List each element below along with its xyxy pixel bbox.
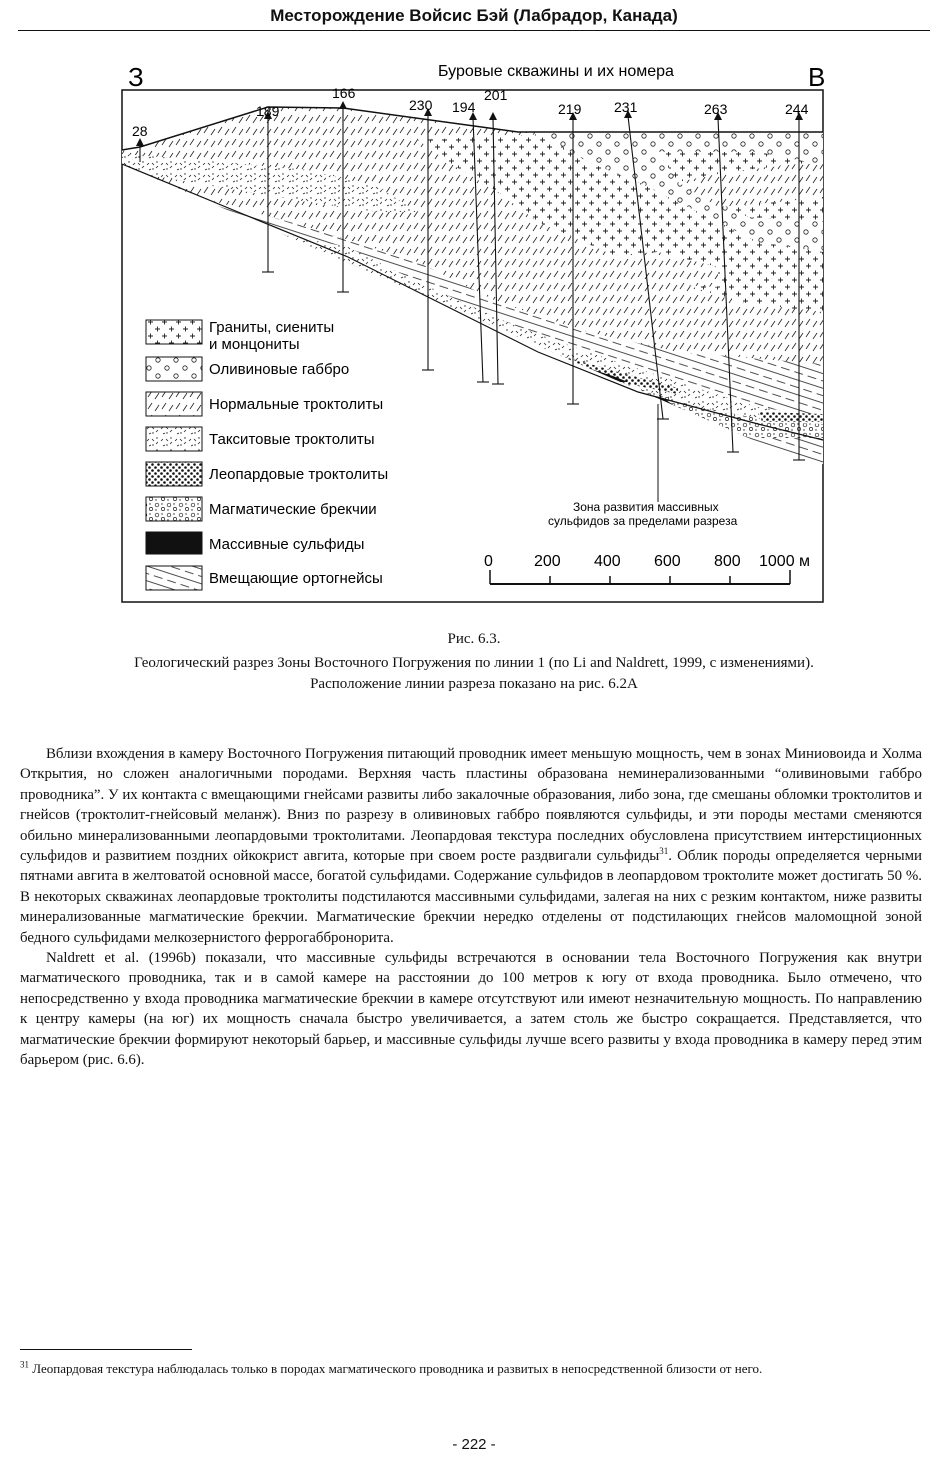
borehole-label: 166 bbox=[332, 85, 356, 101]
legend-label: Леопардовые троктолиты bbox=[209, 466, 389, 483]
legend-label: Граниты, сиениты bbox=[209, 319, 335, 336]
body-text bbox=[20, 744, 922, 1071]
scale-tick-label: 600 bbox=[654, 553, 681, 570]
borehole-label: 28 bbox=[132, 123, 148, 139]
scale-tick-label: 0 bbox=[484, 553, 493, 570]
scale-tick-label: 400 bbox=[594, 553, 621, 570]
borehole-label: 201 bbox=[484, 87, 508, 103]
paragraph: Naldrett et al. (1996b) показали, что массивные сульфиды встречаются в основании тела Восточного Погружения как внутри магматического проводника, так и в самой камере на расстоянии до 100 метров к югу от входа проводника. Было отмечено, что непосредственно у входа проводника магматические брекчии в камере отсутствуют или имеют незначительную мощность. По направлению к центру камеры (на юг) их мощность сначала быстро увеличивается, а затем столь же быстро сокращается. Представляется, что магматические брекчии формируют некоторый барьер, и массивные сульфиды лучше всего развиты у входа проводника в камеру перед этим барьером (рис. 6.6). bbox=[20, 950, 922, 1069]
legend-label: и монцониты bbox=[209, 336, 300, 353]
footnote-reference: 31 bbox=[659, 846, 669, 857]
scale-tick-label: 800 bbox=[714, 553, 741, 570]
footnote bbox=[20, 1360, 922, 1377]
legend-label: Оливиновые габбро bbox=[209, 361, 350, 378]
borehole-label: 263 bbox=[704, 101, 728, 117]
figure-caption-location: Расположение линии разреза показано на рис. 6.2А bbox=[310, 676, 638, 692]
boreholes-title: Буровые скважины и их номера bbox=[438, 63, 674, 80]
footnote-rule bbox=[20, 1349, 192, 1350]
borehole-label: 189 bbox=[256, 103, 280, 119]
borehole-label: 230 bbox=[409, 97, 433, 113]
footnote-text: Леопардовая текстура наблюдалась только в породах магматического проводника и развитых в непосредственной близости от него. bbox=[32, 1361, 763, 1376]
west-label: З bbox=[128, 62, 144, 92]
geologic-cross-section-figure bbox=[118, 52, 830, 604]
scale-bar bbox=[484, 553, 810, 584]
legend-label: Магматические брекчии bbox=[209, 501, 377, 518]
legend-label: Вмещающие ортогнейсы bbox=[209, 570, 383, 587]
scale-tick-label: 1000 м bbox=[759, 553, 811, 570]
borehole-label: 231 bbox=[614, 99, 638, 115]
paragraph-text: . Облик породы определяется черными пятнами авгита в желтоватой основной массе, богатой сульфидами. Содержание сульфидов в леопардовом троктолите может достигать 50 %. В некоторых скважинах леопардовые троктолиты подстилаются массивными сульфидами, залегая на них с резким контактом, ниже развиты минерализованные магматические брекчии. Магматические брекчии нередко отделены от подстилающих гнейсов маломощной зоной бедного сульфидами мелкозернистого феррогаббронорита. bbox=[20, 848, 922, 946]
figure-caption: Геологический разрез Зоны Восточного Погружения по линии 1 (по Li and Naldrett, 1999, с изменениями). bbox=[134, 655, 814, 671]
page-number: - 222 - bbox=[452, 1436, 496, 1453]
scale-tick-label: 200 bbox=[534, 553, 561, 570]
header-rule bbox=[18, 30, 930, 31]
legend-label: Нормальные троктолиты bbox=[209, 396, 384, 413]
zone-note-line2: сульфидов за пределами разреза bbox=[548, 514, 738, 528]
legend-label: Массивные сульфиды bbox=[209, 536, 365, 553]
borehole-label: 244 bbox=[785, 101, 809, 117]
figure-number: Рис. 6.3. bbox=[447, 631, 501, 647]
paragraph-text: Вблизи вхождения в камеру Восточного Погружения питающий проводник имеет меньшую мощность, чем в зонах Миниовоида и Холма Открытия, но сложен аналогичными породами. Верхняя часть пластины образована неминерализованными “оливиновыми габбро проводника”. У их контакта с вмещающими гнейсами развиты либо закалочные образования, либо зона, где смешаны обломки троктолитов и гнейсов (троктолит-гнейсовый меланж). Вниз по разрезу в оливиновых габбро появляются сульфиды, и эти породы местами сменяются обильно минерализованными леопардовыми троктолитами. Леопардовая текстура последних обусловлена присутствием интерстиционных сульфидов и развитием поздних ойкокрист авгита, которые при своем росте раздвигали сульфиды bbox=[20, 746, 922, 865]
zone-note-line1: Зона развития массивных bbox=[573, 500, 719, 514]
cross-section-svg bbox=[118, 52, 830, 604]
east-label: В bbox=[808, 62, 826, 92]
borehole-label: 194 bbox=[452, 99, 476, 115]
borehole-label: 219 bbox=[558, 101, 582, 117]
footnote-number: 31 bbox=[20, 1359, 29, 1370]
legend-label: Такситовые троктолиты bbox=[209, 431, 375, 448]
running-header: Месторождение Войсис Бэй (Лабрадор, Канада) bbox=[270, 6, 678, 25]
paragraph bbox=[20, 744, 922, 948]
